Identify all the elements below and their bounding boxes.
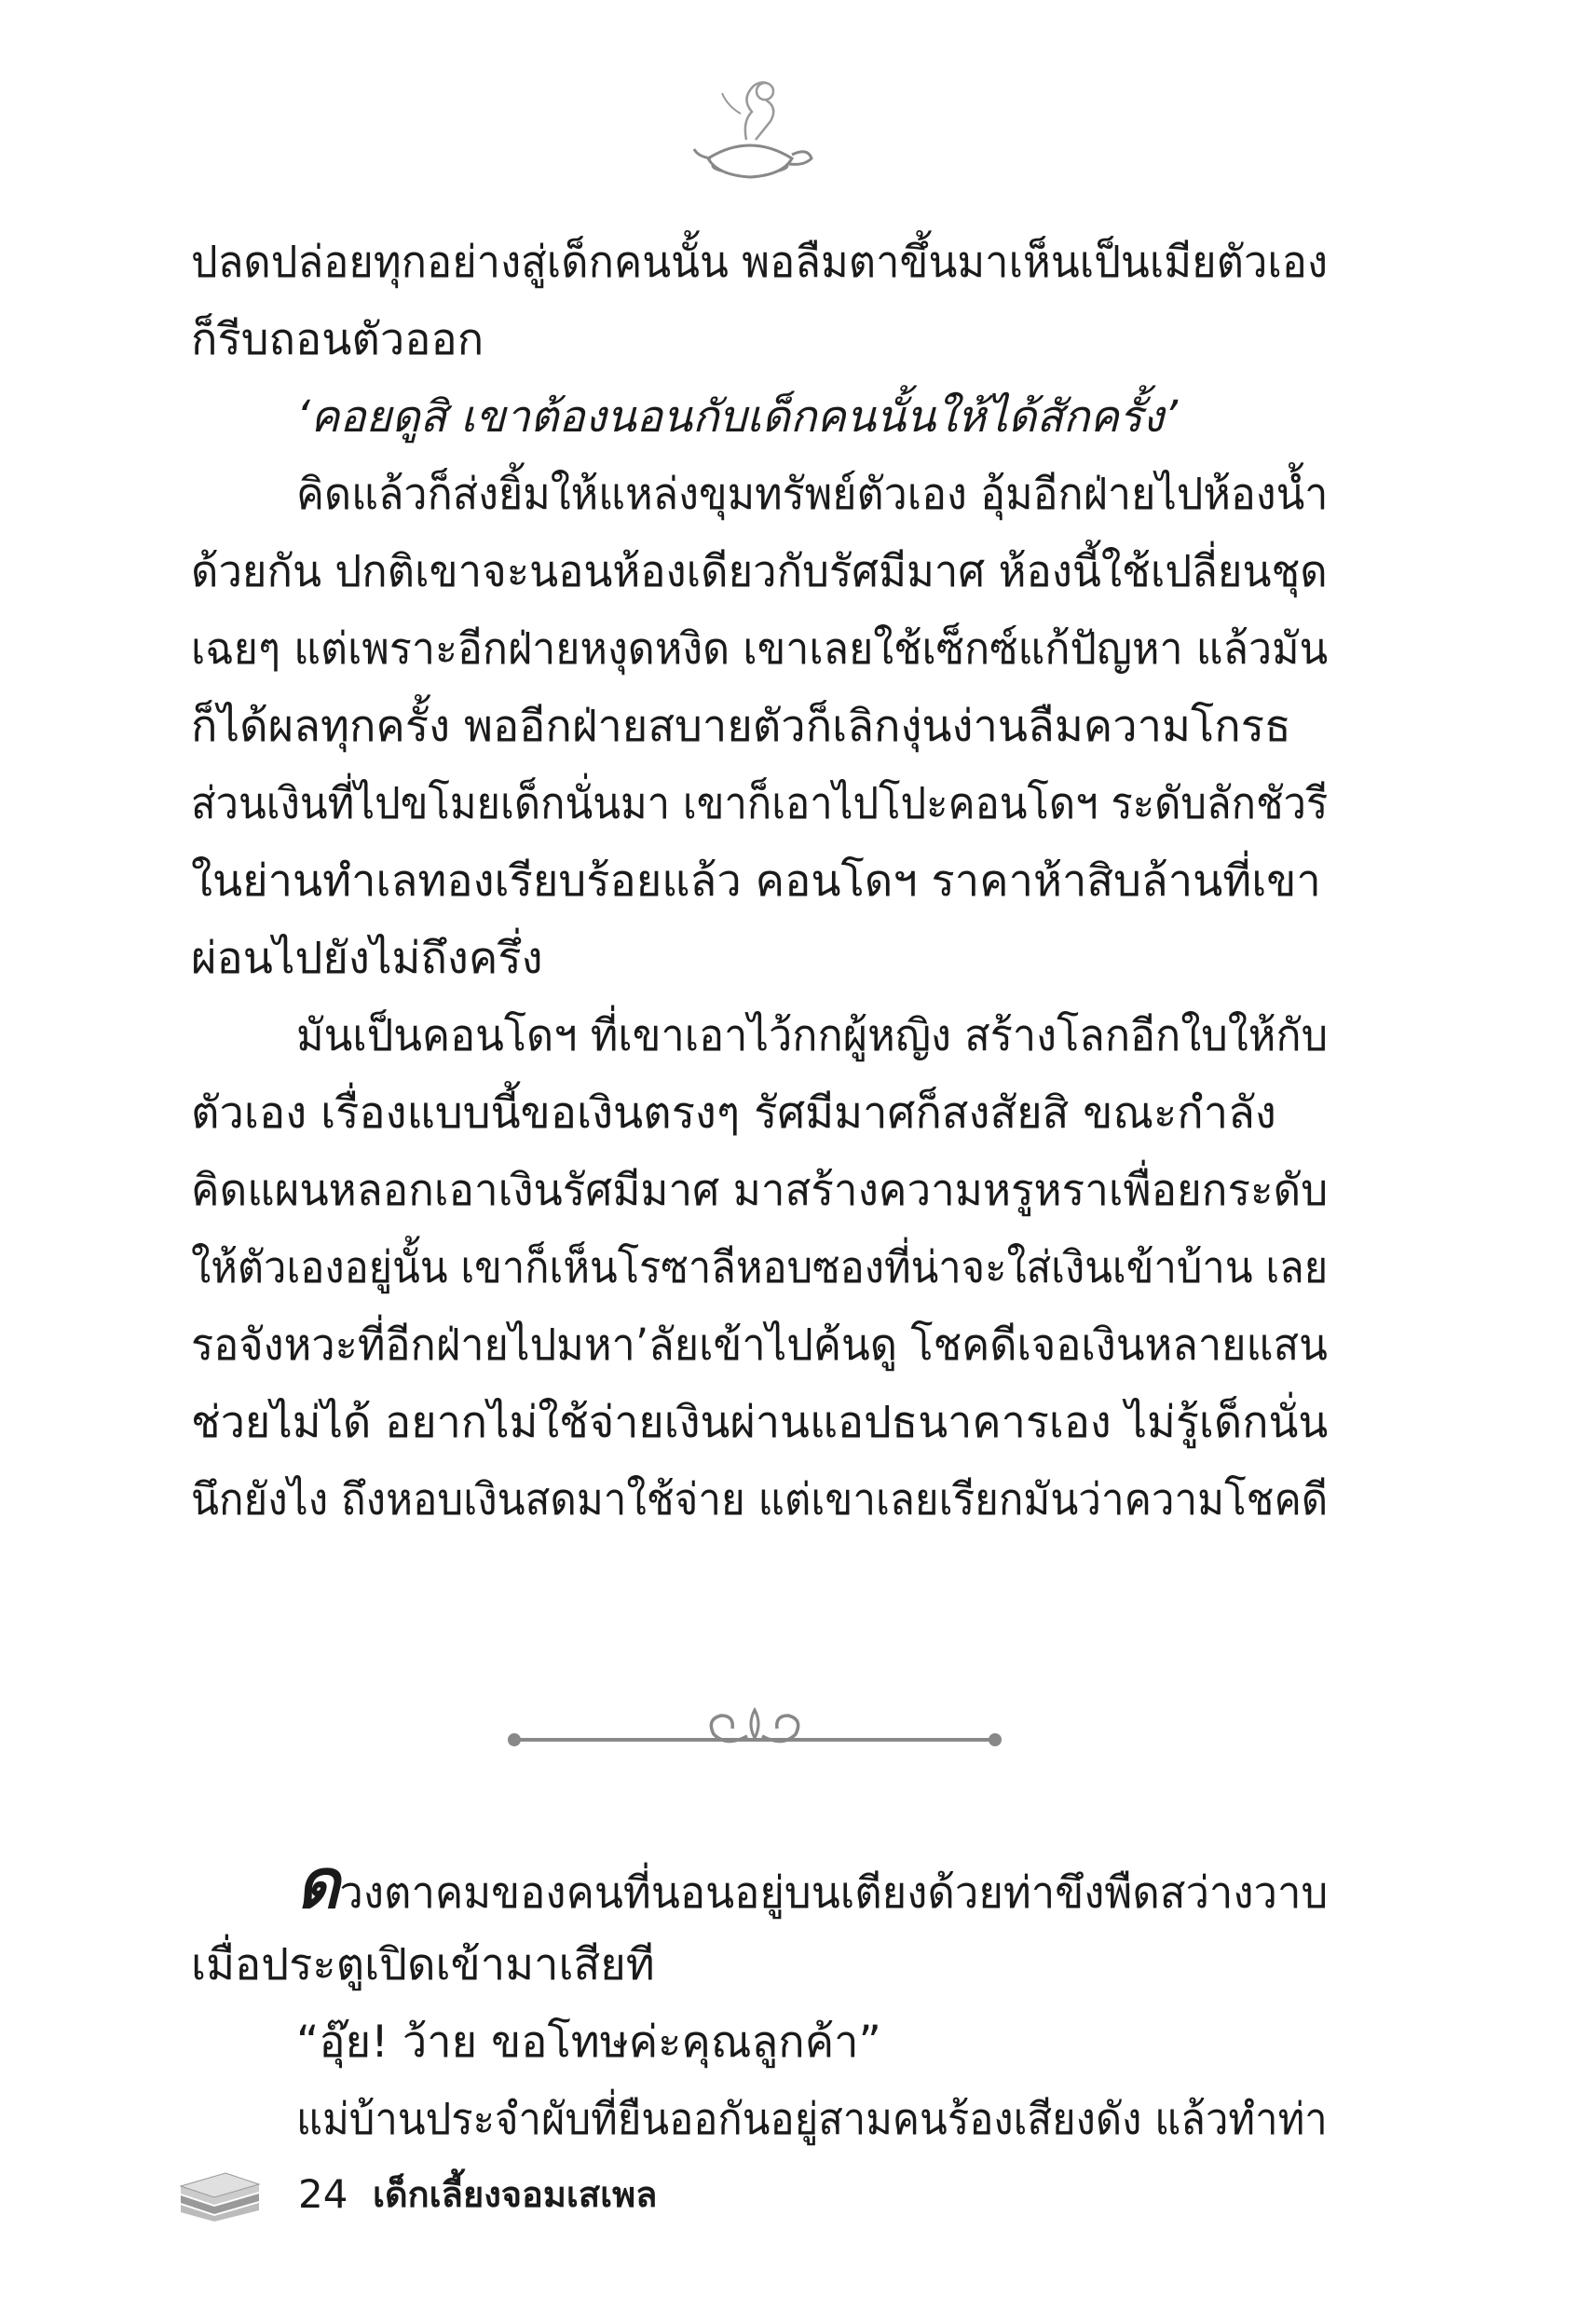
text-line: ด้วยกัน ปกติเขาจะนอนห้องเดียวกับรัศมีมาศ ห้องนี้ใช้เปลี่ยนชุด bbox=[191, 546, 1328, 597]
text-line: ก็รีบถอนตัวออก bbox=[191, 314, 484, 365]
text-line: มันเป็นคอนโดฯ ที่เขาเอาไว้กกผู้หญิง สร้างโลกอีกใบให้กับ bbox=[296, 1010, 1329, 1061]
text-line: เฉยๆ แต่เพราะอีกฝ่ายหงุดหงิด เขาเลยใช้เซ็กซ์แก้ปัญหา แล้วมัน bbox=[191, 623, 1329, 675]
text-line: ‘คอยดูสิ เขาต้องนอนกับเด็กคนนั้นให้ได้สักครั้ง’ bbox=[296, 391, 1179, 443]
drop-cap: ด bbox=[296, 1844, 340, 1924]
text-line: ส่วนเงินที่ไปขโมยเด็กนั่นมา เขาก็เอาไปโปะคอนโดฯ ระดับลักชัวรี bbox=[191, 778, 1329, 829]
text-line: ปลดปล่อยทุกอย่างสู่เด็กคนนั้น พอลืมตาขึ้นมาเห็นเป็นเมียตัวเอง bbox=[191, 237, 1329, 288]
text-line: คิดแผนหลอกเอาเงินรัศมีมาศ มาสร้างความหรูหราเพื่อยกระดับ bbox=[191, 1165, 1329, 1216]
text-line: รอจังหวะที่อีกฝ่ายไปมหา’ลัยเข้าไปค้นดู โชคดีเจอเงินหลายแสน bbox=[191, 1320, 1328, 1371]
text-line: แม่บ้านประจำผับที่ยืนออกันอยู่สามคนร้องเสียงดัง แล้วทำท่า bbox=[296, 2094, 1328, 2145]
text-line: ให้ตัวเองอยู่นั้น เขาก็เห็นโรซาลีหอบซองที่น่าจะใส่เงินเข้าบ้าน เลย bbox=[191, 1242, 1329, 1293]
section-divider-ornament-icon bbox=[503, 1691, 1006, 1766]
text-line: เมื่อประตูเปิดเข้ามาเสียที bbox=[191, 1939, 655, 1990]
book-title: เด็กเลี้ยงจอมเสเพล bbox=[373, 2174, 658, 2215]
genie-lamp-ornament-icon bbox=[685, 65, 815, 196]
text-line: ช่วยไม่ได้ อยากไม่ใช้จ่ายเงินผ่านแอปธนาคารเอง ไม่รู้เด็กนั่น bbox=[191, 1397, 1329, 1448]
page-number: 24 bbox=[298, 2171, 348, 2217]
text-line: นึกยังไง ถึงหอบเงินสดมาใช้จ่าย แต่เขาเลยเรียกมันว่าความโชคดี bbox=[191, 1474, 1329, 1525]
text-line: “อุ๊ย! ว้าย ขอโทษค่ะคุณลูกค้า” bbox=[296, 2017, 881, 2068]
text-line: ตัวเอง เรื่องแบบนี้ขอเงินตรงๆ รัศมีมาศก็สงสัยสิ ขณะกำลัง bbox=[191, 1087, 1276, 1139]
text-line: ผ่อนไปยังไม่ถึงครึ่ง bbox=[191, 933, 543, 984]
text-line: คิดแล้วก็ส่งยิ้มให้แหล่งขุมทรัพย์ตัวเอง อุ้มอีกฝ่ายไปห้องน้ำ bbox=[296, 469, 1329, 520]
text-line: ในย่านทำเลทองเรียบร้อยแล้ว คอนโดฯ ราคาห้าสิบล้านที่เขา bbox=[191, 855, 1321, 907]
page-footer bbox=[177, 2162, 736, 2227]
first-line-text: วงตาคมของคนที่นอนอยู่บนเตียงด้วยท่าขึงพืดสว่างวาบ bbox=[339, 1867, 1329, 1919]
dropcap-paragraph-line bbox=[296, 1844, 1329, 1924]
book-stack-icon bbox=[177, 2167, 263, 2222]
text-line: ก็ได้ผลทุกครั้ง พออีกฝ่ายสบายตัวก็เลิกงุ่นง่านลืมความโกรธ bbox=[191, 701, 1291, 752]
